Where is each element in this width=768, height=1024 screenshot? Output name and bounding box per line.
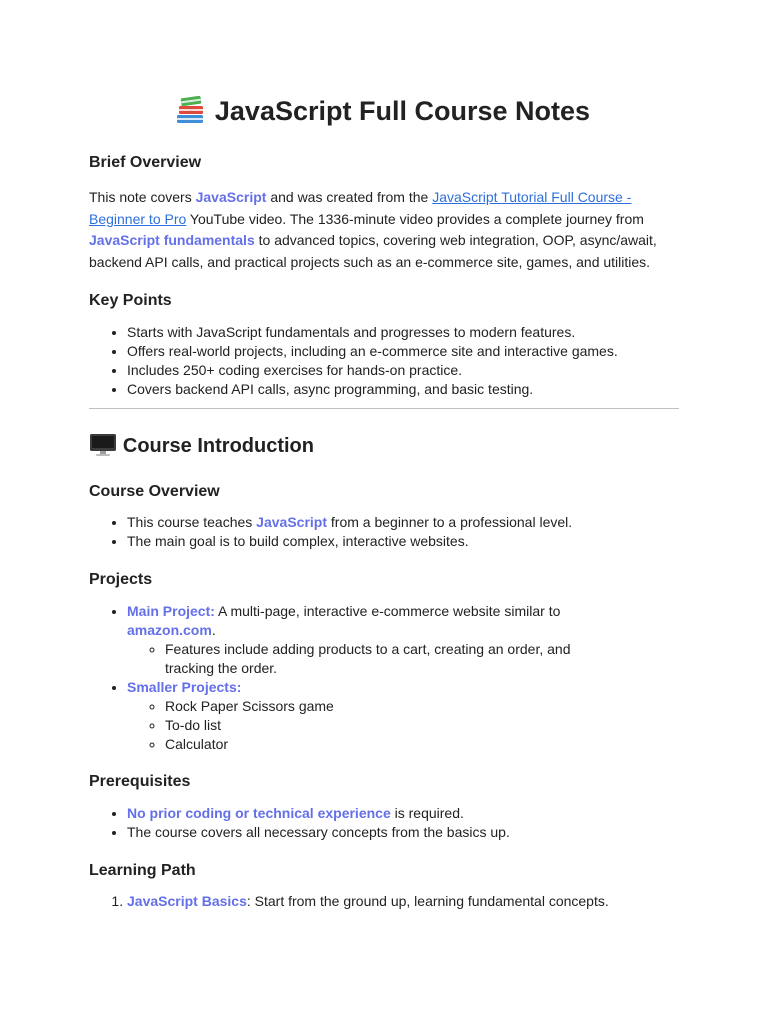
item-text: : Start from the ground up, learning fundamental concepts. [246, 893, 609, 909]
item-text: . [211, 622, 216, 638]
brief-text-2: and was created from the [266, 189, 433, 205]
item-text: This course teaches [127, 514, 257, 530]
video-link[interactable]: JavaScript Tutorial Full Course - Beginner to Pro [89, 189, 632, 227]
section-divider [89, 408, 679, 409]
list-item [127, 513, 727, 532]
key-points-list [91, 323, 727, 399]
list-item [127, 804, 727, 823]
item-text: A multi-page, interactive e-commerce website similar to [214, 603, 561, 619]
list-item [127, 602, 617, 678]
list-item: • The main goal is to build complex, interactive websites. [127, 532, 727, 551]
highlight-amazon: amazon.com [127, 622, 212, 638]
course-intro-row [89, 432, 314, 461]
prerequisites-heading: Prerequisites [89, 773, 191, 790]
brief-overview-paragraph [89, 187, 679, 273]
highlight-js-basics: JavaScript Basics [127, 893, 247, 909]
list-item [127, 892, 727, 911]
brief-overview-heading: Brief Overview [89, 154, 202, 171]
projects-list [91, 602, 617, 754]
list-item: • Includes 250+ coding exercises for hands-on practice. [127, 361, 727, 380]
brief-text-4: to advanced topics, covering web integration, OOP, async/await, backend API calls, and practical projects such as an e-commerce site, games, and utilities. [89, 232, 657, 270]
computer-icon [89, 432, 117, 461]
highlight-no-experience: No prior coding or technical experience [127, 805, 391, 821]
books-icon [173, 93, 207, 130]
list-item: • Starts with JavaScript fundamentals and progresses to modern features. [127, 323, 727, 342]
title-row [173, 93, 590, 130]
item-text: is required. [390, 805, 464, 821]
list-item: ◦ To-do list [165, 716, 617, 735]
smaller-projects-label: Smaller Projects: [127, 679, 242, 695]
list-item: • Covers backend API calls, async programming, and basic testing. [127, 380, 727, 399]
list-item: • The course covers all necessary concepts from the basics up. [127, 823, 727, 842]
main-project-label: Main Project: [127, 603, 215, 619]
list-item [127, 678, 617, 754]
smaller-projects-sublist [127, 697, 617, 754]
brief-text-3: YouTube video. The 1336-minute video provides a complete journey from [186, 210, 644, 227]
prerequisites-list [91, 804, 727, 842]
list-item: ◦ Features include adding products to a cart, creating an order, and tracking the order. [165, 640, 617, 678]
list-item: ◦ Calculator [165, 735, 617, 754]
highlight-fundamentals: JavaScript fundamentals [89, 232, 255, 248]
item-text: from a beginner to a professional level. [327, 514, 573, 530]
list-item: • Offers real-world projects, including an e-commerce site and interactive games. [127, 342, 727, 361]
highlight-javascript: JavaScript [195, 189, 267, 205]
highlight-javascript: JavaScript [256, 514, 327, 530]
key-points-heading: Key Points [89, 292, 172, 309]
page-title: JavaScript Full Course Notes [214, 96, 591, 126]
projects-heading: Projects [89, 571, 153, 588]
main-project-sublist [127, 640, 617, 678]
learning-path-heading: Learning Path [89, 862, 196, 879]
list-item: ◦ Rock Paper Scissors game [165, 697, 617, 716]
course-overview-list [91, 513, 727, 551]
brief-text-1: This note covers [89, 189, 196, 205]
course-overview-heading: Course Overview [89, 483, 220, 500]
learning-path-list [91, 892, 727, 911]
course-intro-heading: Course Introduction [122, 435, 314, 457]
